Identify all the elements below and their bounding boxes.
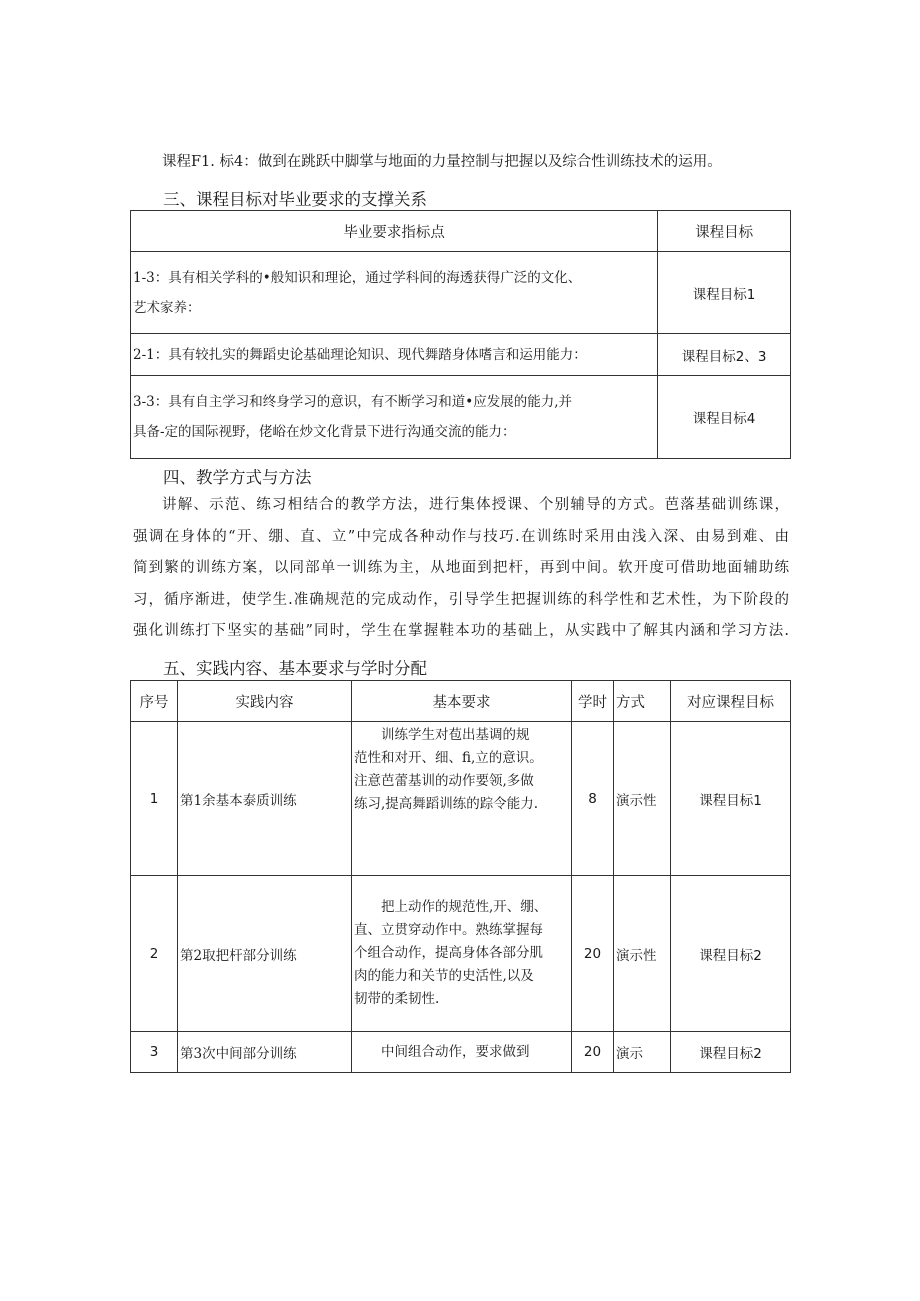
col-header-goal: 课程目标 bbox=[658, 211, 791, 252]
indicator-line: 具备-定的国际视野，佬峪在炒文化背景下进行沟通交流的能力： bbox=[133, 424, 516, 440]
goal-cell: 课程目标2、3 bbox=[658, 334, 791, 376]
intro-line: 课程F1. 标4：做到在跳跃中脚掌与地面的力量控制与把握以及综合性训练技术的运用。 bbox=[162, 154, 722, 170]
paragraph-line: 简到繁的训练方案，以同部单一训练为主，从地面到把杆，再到中间。软开度可借助地面辅助练 bbox=[133, 560, 789, 576]
requirement-line: 个组合动作，提高身体各部分肌 bbox=[354, 945, 543, 961]
requirement-line: 直、立贯穿动作中。熟练掌握每 bbox=[354, 922, 543, 938]
mode-cell: 演示性 bbox=[614, 876, 671, 1032]
seq-cell: 1 bbox=[131, 722, 178, 876]
support-table bbox=[130, 210, 791, 459]
indicator-line: 艺术家养： bbox=[133, 299, 201, 316]
goal-cell: 课程目标2 bbox=[671, 876, 791, 1032]
content-cell: 第1余基本泰质训练 bbox=[178, 722, 352, 876]
indicator-cell bbox=[131, 334, 658, 376]
requirement-line: 练习,提高舞蹈训练的踪令能力. bbox=[354, 796, 539, 812]
hours-cell: 20 bbox=[572, 876, 614, 1032]
indicator-line: 2-1：具有较扎实的舞蹈史论基础理论知识、现代舞踏身体嗜言和运用能力： bbox=[133, 346, 587, 363]
paragraph-line: 强调在身体的“开、绷、直、立”中完成各种动作与技巧.在训练时采用由浅入深、由易到难、由 bbox=[133, 528, 789, 545]
requirement-line: 范性和对开、细、fi,立的意识。 bbox=[354, 750, 543, 766]
practice-table bbox=[130, 680, 791, 1073]
mode-cell: 演示 bbox=[614, 1032, 671, 1073]
section4-heading: 四、教学方式与方法 bbox=[163, 468, 312, 487]
indicator-line: 3-3：具有自主学习和终身学习的意识，有不断学习和道•应发展的能力,并 bbox=[133, 394, 572, 410]
col-header-goal: 对应课程目标 bbox=[671, 681, 791, 722]
section3-heading: 三、课程目标对毕业要求的支撑关系 bbox=[163, 190, 427, 209]
paragraph-line: 强化训练打下坚实的基础”同时，学生在掌握鞋本功的基础上，从实践中了解其内涵和学习方法. bbox=[133, 623, 789, 639]
indicator-line: 1-3：具有相关学科的•般知识和理论，通过学科间的海透获得广泛的文化、 bbox=[133, 269, 582, 286]
paragraph-line: 习，循序渐进，使学生.准确规范的完成动作，引导学生把握训练的科学性和艺术性，为下阶段的 bbox=[133, 591, 789, 608]
mode-cell: 演示性 bbox=[614, 722, 671, 876]
requirement-cell bbox=[352, 876, 572, 1032]
goal-cell: 课程目标1 bbox=[671, 722, 791, 876]
table-row bbox=[131, 376, 791, 459]
col-header-requirement: 基本要求 bbox=[352, 681, 572, 722]
paragraph-line: 讲解、示范、练习相结合的教学方法，进行集体授课、个别辅导的方式。芭落基础训练课， bbox=[162, 497, 789, 513]
seq-cell: 3 bbox=[131, 1032, 178, 1073]
table-row bbox=[131, 722, 791, 876]
goal-cell: 课程目标2 bbox=[671, 1032, 791, 1073]
table-row bbox=[131, 1032, 791, 1073]
seq-cell: 2 bbox=[131, 876, 178, 1032]
col-header-content: 实践内容 bbox=[178, 681, 352, 722]
section5-heading: 五、实践内容、基本要求与学时分配 bbox=[163, 659, 427, 678]
hours-cell: 8 bbox=[572, 722, 614, 876]
table-row bbox=[131, 876, 791, 1032]
goal-cell: 课程目标4 bbox=[658, 376, 791, 459]
indicator-cell bbox=[131, 376, 658, 459]
requirement-line: 训练学生对苞出基调的规 bbox=[381, 727, 530, 743]
hours-cell: 20 bbox=[572, 1032, 614, 1073]
table-header-row bbox=[131, 681, 791, 722]
table-header-row bbox=[131, 211, 791, 252]
col-header-hours: 学时 bbox=[572, 681, 614, 722]
requirement-line: 韧带的柔韧性. bbox=[354, 991, 440, 1007]
goal-cell: 课程目标1 bbox=[658, 252, 791, 334]
requirement-cell bbox=[352, 1032, 572, 1073]
col-header-seq: 序号 bbox=[131, 681, 178, 722]
content-cell: 第2取把杆部分训练 bbox=[178, 876, 352, 1032]
table-row bbox=[131, 252, 791, 334]
table-row bbox=[131, 334, 791, 376]
col-header-indicator: 毕业要求指标点 bbox=[131, 211, 658, 252]
requirement-cell bbox=[352, 722, 572, 876]
teaching-method-paragraph bbox=[133, 490, 789, 648]
requirement-line: 肉的能力和关节的史活性,以及 bbox=[354, 968, 534, 984]
requirement-line: 把上动作的规范性,开、绷、 bbox=[381, 899, 548, 915]
requirement-line: 注意芭蕾基训的动作要领,多做 bbox=[354, 773, 534, 789]
requirement-line: 中间组合动作，要求做到 bbox=[381, 1043, 530, 1060]
col-header-mode: 方式 bbox=[614, 681, 671, 722]
content-cell: 第3次中间部分训练 bbox=[178, 1032, 352, 1073]
indicator-cell bbox=[131, 252, 658, 334]
